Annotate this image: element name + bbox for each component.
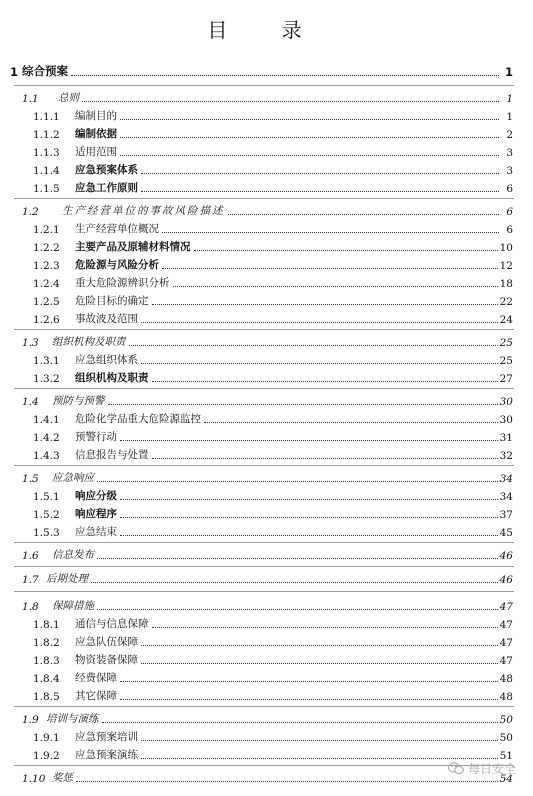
toc-number: 1.1 bbox=[22, 93, 39, 105]
toc-label: 保障措施 bbox=[52, 600, 94, 612]
toc-label: 危险化学品重大危险源监控 bbox=[75, 413, 201, 425]
toc-number: 1.8.2 bbox=[33, 637, 60, 649]
toc-label: 培训与演练 bbox=[46, 713, 99, 725]
toc-number: 1.4.3 bbox=[33, 450, 60, 462]
toc-page-number: 30 bbox=[499, 414, 513, 426]
dot-leader bbox=[152, 457, 498, 459]
wechat-icon bbox=[448, 762, 464, 775]
toc-entry-1-4[interactable] bbox=[22, 393, 513, 408]
toc-page-number: 6 bbox=[506, 206, 513, 218]
toc-number: 1.5 bbox=[22, 473, 39, 485]
toc-label: 编制目的 bbox=[75, 110, 117, 122]
section-divider bbox=[14, 198, 514, 199]
section-divider bbox=[14, 566, 514, 567]
dot-leader bbox=[71, 74, 499, 76]
toc-label: 信息报告与处置 bbox=[75, 449, 149, 461]
toc-number: 1.1.1 bbox=[33, 111, 60, 123]
toc-number: 1.4.1 bbox=[33, 414, 60, 426]
toc-number: 1.6 bbox=[22, 550, 39, 562]
dot-leader bbox=[120, 516, 498, 518]
toc-page-number: 6 bbox=[506, 224, 513, 236]
toc-page-number: 3 bbox=[506, 165, 513, 177]
toc-page-number: 47 bbox=[499, 637, 513, 649]
toc-entry-1-5-3[interactable] bbox=[33, 524, 513, 539]
dot-leader bbox=[141, 362, 498, 364]
dot-leader bbox=[102, 721, 498, 723]
toc-label: 应急组织体系 bbox=[75, 354, 138, 366]
toc-page-number: 47 bbox=[499, 619, 513, 631]
toc-number: 1.3 bbox=[22, 337, 39, 349]
toc-number: 1.10 bbox=[22, 773, 46, 785]
toc-page-number: 47 bbox=[499, 601, 513, 613]
section-divider bbox=[14, 706, 514, 707]
toc-number: 1.1.3 bbox=[33, 147, 60, 159]
dot-leader bbox=[91, 581, 498, 583]
toc-label: 生产经营单位的事故风险描述 bbox=[62, 205, 225, 217]
toc-page-number: 46 bbox=[499, 550, 513, 562]
section-divider bbox=[14, 329, 514, 330]
toc-entry-1-2-4[interactable] bbox=[33, 275, 513, 290]
toc-number: 1.4 bbox=[22, 396, 39, 408]
dot-leader bbox=[228, 213, 500, 215]
toc-number: 1.2.3 bbox=[33, 260, 60, 272]
toc-entry-1-9-2[interactable] bbox=[33, 747, 513, 762]
watermark-text: 每日安全 bbox=[468, 762, 517, 776]
toc-number: 1.5.2 bbox=[33, 509, 60, 521]
dot-leader bbox=[204, 421, 498, 423]
toc-page-number: 22 bbox=[499, 296, 513, 308]
toc-page-number: 50 bbox=[499, 714, 513, 726]
toc-page-number: 1 bbox=[506, 111, 513, 123]
toc-entry-1-5[interactable] bbox=[22, 470, 513, 485]
dot-leader bbox=[194, 249, 498, 251]
toc-entry-1-2-2[interactable] bbox=[33, 239, 513, 254]
toc-entry-1-2-5[interactable] bbox=[33, 293, 513, 308]
toc-entry-1-2-6[interactable] bbox=[33, 311, 513, 326]
toc-label: 后期处理 bbox=[46, 573, 88, 585]
toc-label: 事故波及范围 bbox=[75, 313, 138, 325]
toc-page-number: 1 bbox=[504, 65, 513, 79]
toc-page-number: 18 bbox=[499, 278, 513, 290]
toc-label: 总则 bbox=[58, 92, 79, 104]
toc-label: 奖惩 bbox=[52, 772, 73, 784]
toc-page-number: 47 bbox=[499, 655, 513, 667]
toc-label: 主要产品及原辅材料情况 bbox=[75, 241, 191, 253]
dot-leader bbox=[120, 154, 499, 156]
toc-label: 适用范围 bbox=[75, 146, 117, 158]
toc-label: 物资装备保障 bbox=[75, 654, 138, 666]
toc-entry-1-10[interactable] bbox=[22, 770, 513, 785]
toc-entry-1-3[interactable] bbox=[22, 334, 513, 349]
toc-entry-1-1-2[interactable] bbox=[33, 126, 513, 141]
dot-leader bbox=[141, 757, 498, 759]
dot-leader bbox=[82, 100, 499, 102]
dot-leader bbox=[108, 403, 498, 405]
toc-page-number: 6 bbox=[506, 183, 513, 195]
toc-number: 1.2.2 bbox=[33, 242, 60, 254]
section-divider bbox=[14, 85, 514, 86]
toc-number: 1.8.4 bbox=[33, 673, 60, 685]
toc-entry-1-8[interactable] bbox=[22, 598, 513, 613]
toc-label: 应急工作原则 bbox=[75, 182, 138, 194]
toc-page-number: 30 bbox=[499, 396, 513, 408]
dot-leader bbox=[152, 626, 498, 628]
toc-page-number: 25 bbox=[499, 337, 513, 349]
toc-entry-1-9[interactable] bbox=[22, 711, 513, 726]
page-title: 目 录 bbox=[207, 18, 326, 42]
toc-label: 其它保障 bbox=[75, 690, 117, 702]
dot-leader bbox=[141, 662, 498, 664]
dot-leader bbox=[141, 190, 499, 192]
dot-leader bbox=[120, 680, 498, 682]
toc-number: 1.2.1 bbox=[33, 224, 60, 236]
toc-entry-1-6[interactable] bbox=[22, 547, 513, 562]
dot-leader bbox=[97, 608, 498, 610]
toc-number: 1.5.3 bbox=[33, 527, 60, 539]
toc-label: 应急预案培训 bbox=[75, 731, 138, 743]
toc-label: 应急队伍保障 bbox=[75, 636, 138, 648]
dot-leader bbox=[141, 739, 498, 741]
toc-label: 预警行动 bbox=[75, 431, 117, 443]
toc-entry-1-1-4[interactable] bbox=[33, 162, 513, 177]
dot-leader bbox=[120, 118, 499, 120]
dot-leader bbox=[141, 172, 499, 174]
toc-label: 危险源与风险分析 bbox=[75, 259, 159, 271]
toc-entry-1-2-1[interactable] bbox=[33, 221, 513, 236]
toc-entry-1-5-1[interactable] bbox=[33, 488, 513, 503]
toc-label: 信息发布 bbox=[52, 549, 94, 561]
toc-number: 1.9.1 bbox=[33, 732, 60, 744]
toc-number: 1.2.6 bbox=[33, 314, 60, 326]
toc-page-number: 31 bbox=[499, 432, 513, 444]
toc-entry-1-4-1[interactable] bbox=[33, 411, 513, 426]
dot-leader bbox=[162, 231, 499, 233]
toc-label: 响应程序 bbox=[75, 508, 117, 520]
toc-label: 生产经营单位概况 bbox=[75, 223, 159, 235]
dot-leader bbox=[141, 644, 498, 646]
toc-label: 通信与信息保障 bbox=[75, 618, 149, 630]
toc-number: 1.8.5 bbox=[33, 691, 60, 703]
dot-leader bbox=[152, 303, 498, 305]
toc-entry-1-4-3[interactable] bbox=[33, 447, 513, 462]
toc-entry-1-1-5[interactable] bbox=[33, 180, 513, 195]
toc-page-number: 1 bbox=[506, 93, 513, 105]
toc-label: 重大危险源辨识分析 bbox=[75, 277, 170, 289]
toc-label: 组织机构及职责 bbox=[75, 372, 149, 384]
section-divider bbox=[14, 465, 514, 466]
toc-label: 应急结束 bbox=[75, 526, 117, 538]
dot-leader bbox=[141, 321, 498, 323]
toc-entry-1-1-1[interactable] bbox=[33, 108, 513, 123]
toc-number: 1.2.5 bbox=[33, 296, 60, 308]
toc-number: 1.8 bbox=[22, 601, 39, 613]
toc-number: 1.8.1 bbox=[33, 619, 60, 631]
dot-leader bbox=[120, 136, 499, 138]
toc-number: 1.4.2 bbox=[33, 432, 60, 444]
dot-leader bbox=[97, 557, 498, 559]
toc-number: 1.2.4 bbox=[33, 278, 60, 290]
dot-leader bbox=[120, 698, 498, 700]
toc-page-number: 51 bbox=[499, 750, 513, 762]
toc-page-number: 50 bbox=[499, 732, 513, 744]
toc-number: 1.3.1 bbox=[33, 355, 60, 367]
watermark bbox=[448, 760, 516, 777]
toc-page-number: 3 bbox=[506, 147, 513, 159]
toc-page-number: 34 bbox=[499, 473, 513, 485]
toc-page-number: 45 bbox=[499, 527, 513, 539]
section-divider bbox=[14, 542, 514, 543]
toc-number: 1 bbox=[10, 65, 19, 79]
toc-entry-1-1-3[interactable] bbox=[33, 144, 513, 159]
toc-label: 编制依据 bbox=[75, 128, 117, 140]
toc-label: 综合预案 bbox=[22, 64, 68, 78]
toc-label: 应急预案演练 bbox=[75, 749, 138, 761]
toc-entry-1-2-3[interactable] bbox=[33, 257, 513, 272]
toc-page-number: 37 bbox=[499, 509, 513, 521]
toc-entry-1-9-1[interactable] bbox=[33, 729, 513, 744]
toc-page-number: 54 bbox=[499, 773, 513, 785]
toc-page-number: 25 bbox=[499, 355, 513, 367]
toc-page-number: 24 bbox=[499, 314, 513, 326]
toc-entry-1-4-2[interactable] bbox=[33, 429, 513, 444]
toc-page-number: 34 bbox=[499, 491, 513, 503]
toc-number: 1.9.2 bbox=[33, 750, 60, 762]
toc-label: 预防与预警 bbox=[52, 395, 105, 407]
toc-number: 1.1.4 bbox=[33, 165, 60, 177]
toc-entry-1-5-2[interactable] bbox=[33, 506, 513, 521]
section-divider bbox=[14, 388, 514, 389]
dot-leader bbox=[76, 780, 498, 782]
dot-leader bbox=[120, 534, 498, 536]
section-divider bbox=[14, 591, 514, 592]
toc-entry-1-8-3[interactable] bbox=[33, 652, 513, 667]
toc-entry-1-7[interactable] bbox=[22, 571, 513, 586]
toc-number: 1.1.2 bbox=[33, 129, 60, 141]
toc-page-number: 2 bbox=[506, 129, 513, 141]
dot-leader bbox=[173, 285, 498, 287]
toc-entry-1-1[interactable] bbox=[22, 90, 513, 105]
toc-entry-1[interactable] bbox=[10, 63, 513, 79]
toc-number: 1.8.3 bbox=[33, 655, 60, 667]
dot-leader bbox=[162, 267, 498, 269]
toc-number: 1.1.5 bbox=[33, 183, 60, 195]
dot-leader bbox=[120, 498, 498, 500]
toc-page-number: 27 bbox=[499, 373, 513, 385]
toc-entry-1-8-5[interactable] bbox=[33, 688, 513, 703]
toc-number: 1.7 bbox=[22, 574, 39, 586]
toc-page-number: 10 bbox=[499, 242, 513, 254]
toc-label: 经费保障 bbox=[75, 672, 117, 684]
toc-entry-1-3-2[interactable] bbox=[33, 370, 513, 385]
toc-entry-1-8-1[interactable] bbox=[33, 616, 513, 631]
toc-page-number: 48 bbox=[499, 691, 513, 703]
toc-entry-1-2[interactable] bbox=[22, 203, 513, 218]
toc-page-number: 46 bbox=[499, 574, 513, 586]
toc-entry-1-8-2[interactable] bbox=[33, 634, 513, 649]
toc-number: 1.9 bbox=[22, 714, 39, 726]
toc-label: 组织机构及职责 bbox=[52, 336, 126, 348]
toc-entry-1-3-1[interactable] bbox=[33, 352, 513, 367]
dot-leader bbox=[129, 344, 498, 346]
dot-leader bbox=[97, 480, 498, 482]
toc-entry-1-8-4[interactable] bbox=[33, 670, 513, 685]
section-divider bbox=[14, 765, 514, 766]
toc-label: 应急响应 bbox=[52, 472, 94, 484]
dot-leader bbox=[152, 380, 498, 382]
toc-label: 响应分级 bbox=[75, 490, 117, 502]
toc-number: 1.3.2 bbox=[33, 373, 60, 385]
toc-page-number: 32 bbox=[499, 450, 513, 462]
toc-page-number: 12 bbox=[499, 260, 513, 272]
toc-number: 1.5.1 bbox=[33, 491, 60, 503]
toc-label: 危险目标的确定 bbox=[75, 295, 149, 307]
dot-leader bbox=[120, 439, 498, 441]
toc-label: 应急预案体系 bbox=[75, 164, 138, 176]
toc-page-number: 48 bbox=[499, 673, 513, 685]
toc-number: 1.2 bbox=[22, 206, 39, 218]
